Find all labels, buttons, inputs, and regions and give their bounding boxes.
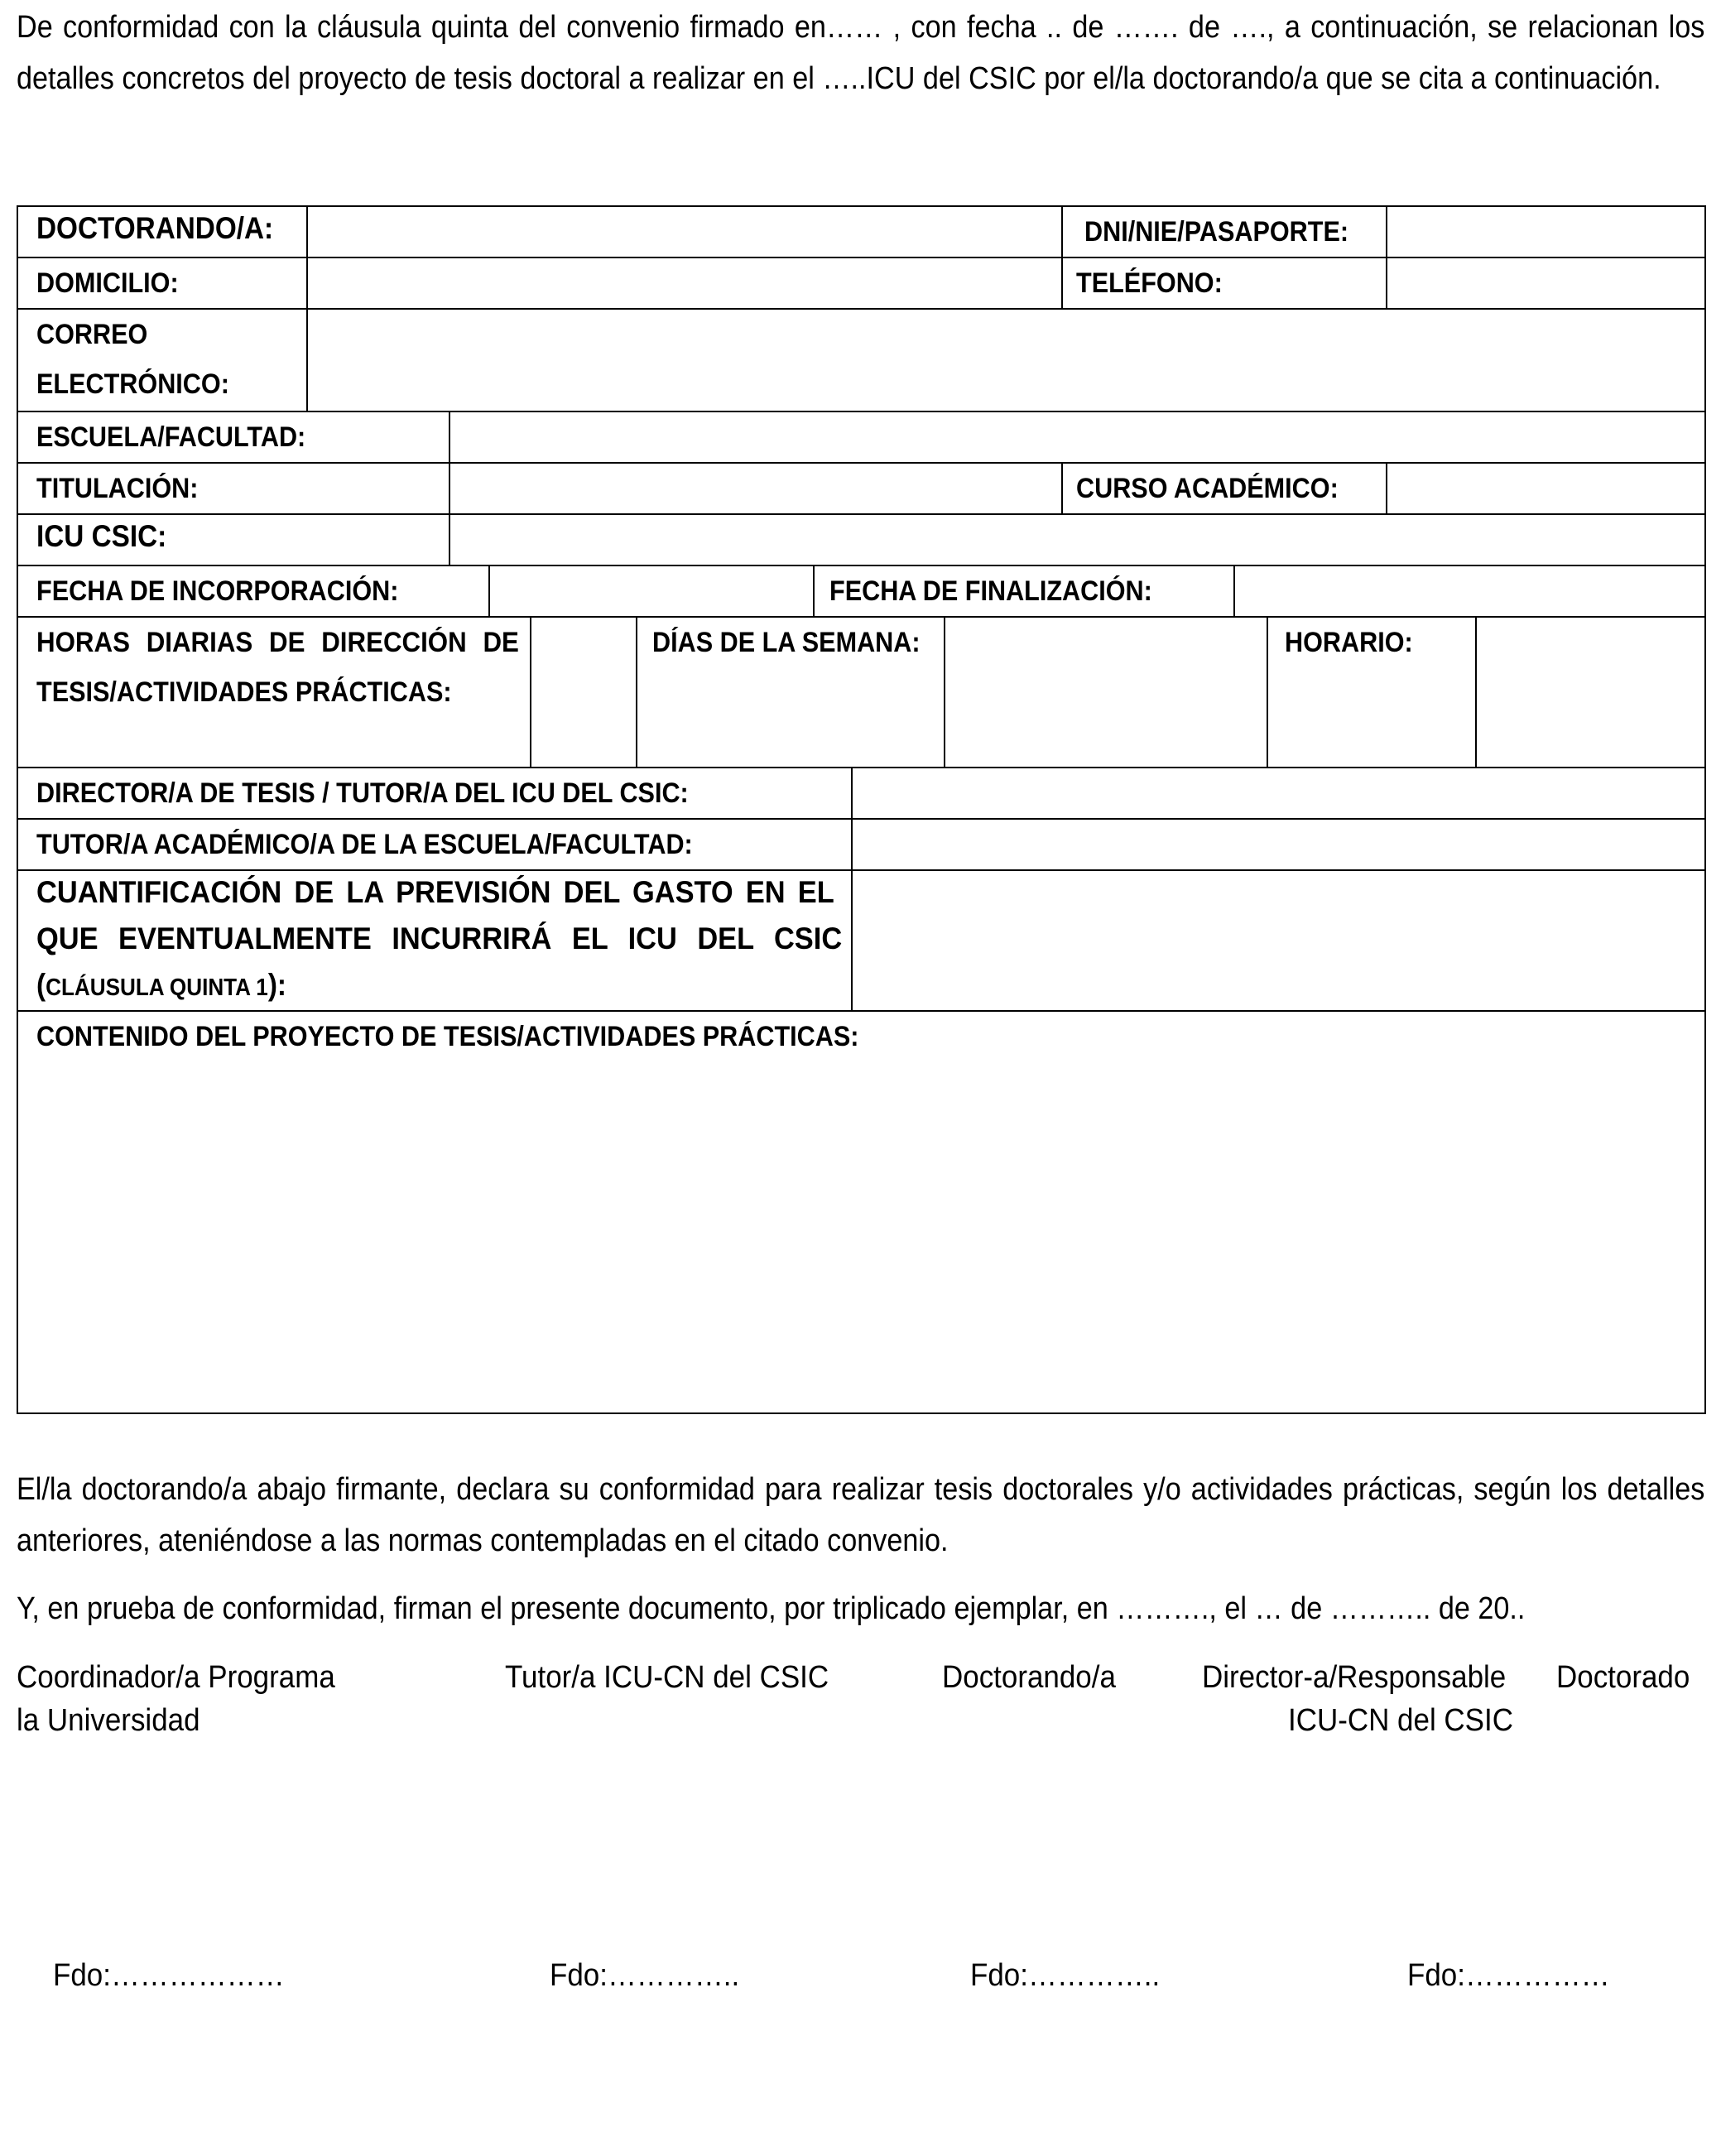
cell-domicilio-value[interactable] xyxy=(306,257,1063,310)
cell-telefono-value[interactable] xyxy=(1386,257,1706,310)
cuantificacion-label-line1: CUANTIFICACIÓN DE LA PREVISIÓN DEL GASTO EN EL xyxy=(36,875,834,909)
cell-fecha-fin-value[interactable] xyxy=(1233,565,1706,618)
escuela-label: ESCUELA/FACULTAD: xyxy=(36,421,306,453)
intro-paragraph: De conformidad con la cláusula quinta del convenio firmado en…… , con fecha .. de ……. de …., a continuación, se relacionan los detalles concretos del proyecto de tesis doctoral a realizar en el …..ICU del CSIC por el/la doctorando/a que se cita a continuación. xyxy=(17,10,1705,96)
cell-doctorando-value[interactable] xyxy=(306,205,1063,258)
horas-label-line1: HORAS DIARIAS DE DIRECCIÓN DE xyxy=(36,627,519,658)
cell-escuela-value[interactable] xyxy=(449,411,1706,464)
curso-label: CURSO ACADÉMICO: xyxy=(1076,473,1339,504)
correo-label-line2: ELECTRÓNICO: xyxy=(36,368,229,400)
cell-fecha-inc-value[interactable] xyxy=(488,565,815,618)
cell-dias-value[interactable] xyxy=(944,616,1268,768)
cell-horario-value[interactable] xyxy=(1475,616,1706,768)
telefono-label: TELÉFONO: xyxy=(1076,267,1223,299)
signatory-coordinador-line1: Coordinador/a Programa xyxy=(17,1660,335,1695)
clausula-ref: CLÁUSULA QUINTA 1 xyxy=(46,975,268,1001)
fecha-finalizacion-label: FECHA DE FINALIZACIÓN: xyxy=(829,575,1152,607)
tutor-label: TUTOR/A ACADÉMICO/A DE LA ESCUELA/FACULTAD: xyxy=(36,829,693,860)
cell-icu-value[interactable] xyxy=(449,513,1706,566)
signatory-tutor: Tutor/a ICU-CN del CSIC xyxy=(505,1660,829,1695)
director-label: DIRECTOR/A DE TESIS / TUTOR/A DEL ICU DEL CSIC: xyxy=(36,777,689,809)
clausula-paren-open: ( xyxy=(36,968,46,1002)
dias-label: DÍAS DE LA SEMANA: xyxy=(652,627,921,658)
fdo-line-3: Fdo:………….. xyxy=(970,1958,1161,1993)
horas-label-line2: TESIS/ACTIVIDADES PRÁCTICAS: xyxy=(36,676,452,708)
correo-label-line1: CORREO xyxy=(36,319,148,350)
cell-curso-value[interactable] xyxy=(1386,462,1706,515)
fdo-line-4: Fdo:…………… xyxy=(1407,1958,1610,1993)
declaration-paragraph: El/la doctorando/a abajo firmante, declara su conformidad para realizar tesis doctorales y/o actividades prácticas, según los detalles anteriores, ateniéndose a las normas contempladas en el citado convenio. xyxy=(17,1472,1705,1558)
cell-director-value[interactable] xyxy=(851,767,1706,820)
cuantificacion-label-line2: QUE EVENTUALMENTE INCURRIRÁ EL ICU DEL CSIC xyxy=(36,922,843,955)
signatory-coordinador-line2: la Universidad xyxy=(17,1703,200,1738)
doctorando-label: DOCTORANDO/A: xyxy=(36,211,274,245)
cell-titulacion-value[interactable] xyxy=(449,462,1063,515)
contenido-label: CONTENIDO DEL PROYECTO DE TESIS/ACTIVIDADES PRÁCTICAS: xyxy=(36,1021,859,1052)
clausula-paren-close: ): xyxy=(267,968,287,1002)
signatory-director-line1: Director-a/Responsable xyxy=(1202,1660,1507,1695)
fdo-line-1: Fdo:……………… xyxy=(53,1958,285,1993)
signatory-doctorando: Doctorando/a xyxy=(942,1660,1116,1695)
cell-cuantificacion-value[interactable] xyxy=(851,869,1706,1012)
cuantificacion-label-line3 xyxy=(36,962,286,1011)
icu-label: ICU CSIC: xyxy=(36,519,167,553)
titulacion-label: TITULACIÓN: xyxy=(36,473,199,504)
signatory-director-line2: ICU-CN del CSIC xyxy=(1288,1703,1513,1738)
fdo-line-2: Fdo:………….. xyxy=(550,1958,740,1993)
cell-dni-value[interactable] xyxy=(1386,205,1706,258)
horario-label: HORARIO: xyxy=(1285,627,1413,658)
cell-contenido[interactable] xyxy=(17,1010,1706,1414)
signatory-doctorado: Doctorado xyxy=(1556,1660,1690,1695)
cell-horas-value[interactable] xyxy=(530,616,637,768)
cell-correo-value[interactable] xyxy=(306,308,1706,412)
domicilio-label: DOMICILIO: xyxy=(36,267,179,299)
dni-label: DNI/NIE/PASAPORTE: xyxy=(1084,216,1349,248)
conformity-paragraph: Y, en prueba de conformidad, firman el presente documento, por triplicado ejemplar, en ………., el … de ……….. de 20.. xyxy=(17,1591,1526,1626)
cell-tutor-value[interactable] xyxy=(851,818,1706,871)
fecha-incorporacion-label: FECHA DE INCORPORACIÓN: xyxy=(36,575,399,607)
